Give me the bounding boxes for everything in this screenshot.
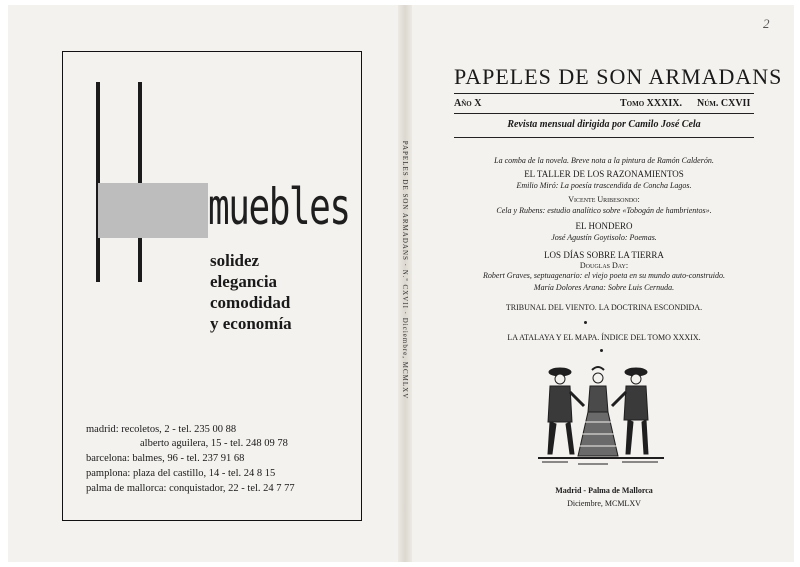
contents-line: María Dolores Arana: Sobre Luis Cernuda. xyxy=(533,283,675,292)
section-heading: TRIBUNAL DEL VIENTO. LA DOCTRINA ESCONDIDA. xyxy=(505,303,703,312)
page-number: 2 xyxy=(763,16,770,31)
logo-block xyxy=(98,183,208,238)
contents-author: Vicente Uribesondo: xyxy=(568,195,640,204)
contents-line: Robert Graves, septuagenario: el viejo poeta en su mundo auto-construido. xyxy=(483,271,725,280)
rule xyxy=(454,113,754,114)
ad-brand-word: muebles xyxy=(208,178,350,236)
woodcut-illustration xyxy=(538,362,664,470)
contents-line: Emilio Miró: La poesía trascendida de Concha Lagos. xyxy=(516,181,692,190)
slogan-line: comodidad xyxy=(210,293,291,312)
address-line: barcelona: balmes, 96 - tel. 237 91 68 xyxy=(86,453,245,464)
contents-author: Douglas Day: xyxy=(579,261,629,270)
address-line: palma de mallorca: conquistador, 22 - tel. 24 7 77 xyxy=(86,483,295,494)
section-heading: LOS DÍAS SOBRE LA TIERRA xyxy=(544,250,664,260)
rule xyxy=(454,137,754,138)
imprint-date: Diciembre, MCMLXV xyxy=(567,499,641,508)
section-heading: EL TALLER DE LOS RAZONAMIENTOS xyxy=(524,169,684,179)
issue-year: Año X xyxy=(454,98,482,109)
section-heading: LA ATALAYA Y EL MAPA. ÍNDICE DEL TOMO XXXIX. xyxy=(507,333,701,342)
slogan-line: y economía xyxy=(210,314,292,333)
address-line: madrid: recoletos, 2 - tel. 235 00 88 xyxy=(86,424,237,435)
ornament-dot xyxy=(584,321,587,324)
ornament-dot xyxy=(600,349,603,352)
logo-bar-left xyxy=(96,82,100,282)
spine xyxy=(399,60,411,480)
address-line: pamplona: plaza del castillo, 14 - tel. 24 8 15 xyxy=(86,468,276,479)
contents-line: Cela y Rubens: estudio analítico sobre «Tobogán de hambrientos». xyxy=(496,206,712,215)
logo-bar-right xyxy=(138,82,142,282)
spine-text: PAPELES DE SON ARMADANS · N.º CXVII · Diciembre, MCMLXV xyxy=(401,140,409,400)
slogan-line: elegancia xyxy=(210,272,278,291)
magazine-subtitle: Revista mensual dirigida por Camilo José Cela xyxy=(507,119,701,130)
slogan-line: solidez xyxy=(210,251,260,270)
contents-line: La comba de la novela. Breve nota a la pintura de Ramón Calderón. xyxy=(494,156,714,165)
rule xyxy=(454,93,754,94)
contents-line: José Agustín Goytisolo: Poemas. xyxy=(551,233,657,242)
magazine-title: PAPELES DE SON ARMADANS xyxy=(454,64,783,89)
address-line: alberto aguilera, 15 - tel. 248 09 78 xyxy=(140,438,288,449)
imprint-place: Madrid - Palma de Mallorca xyxy=(555,486,653,495)
section-heading: EL HONDERO xyxy=(575,221,633,231)
issue-volume: Tomo XXXIX. xyxy=(620,98,682,109)
issue-number: Núm. CXVII xyxy=(697,98,751,109)
